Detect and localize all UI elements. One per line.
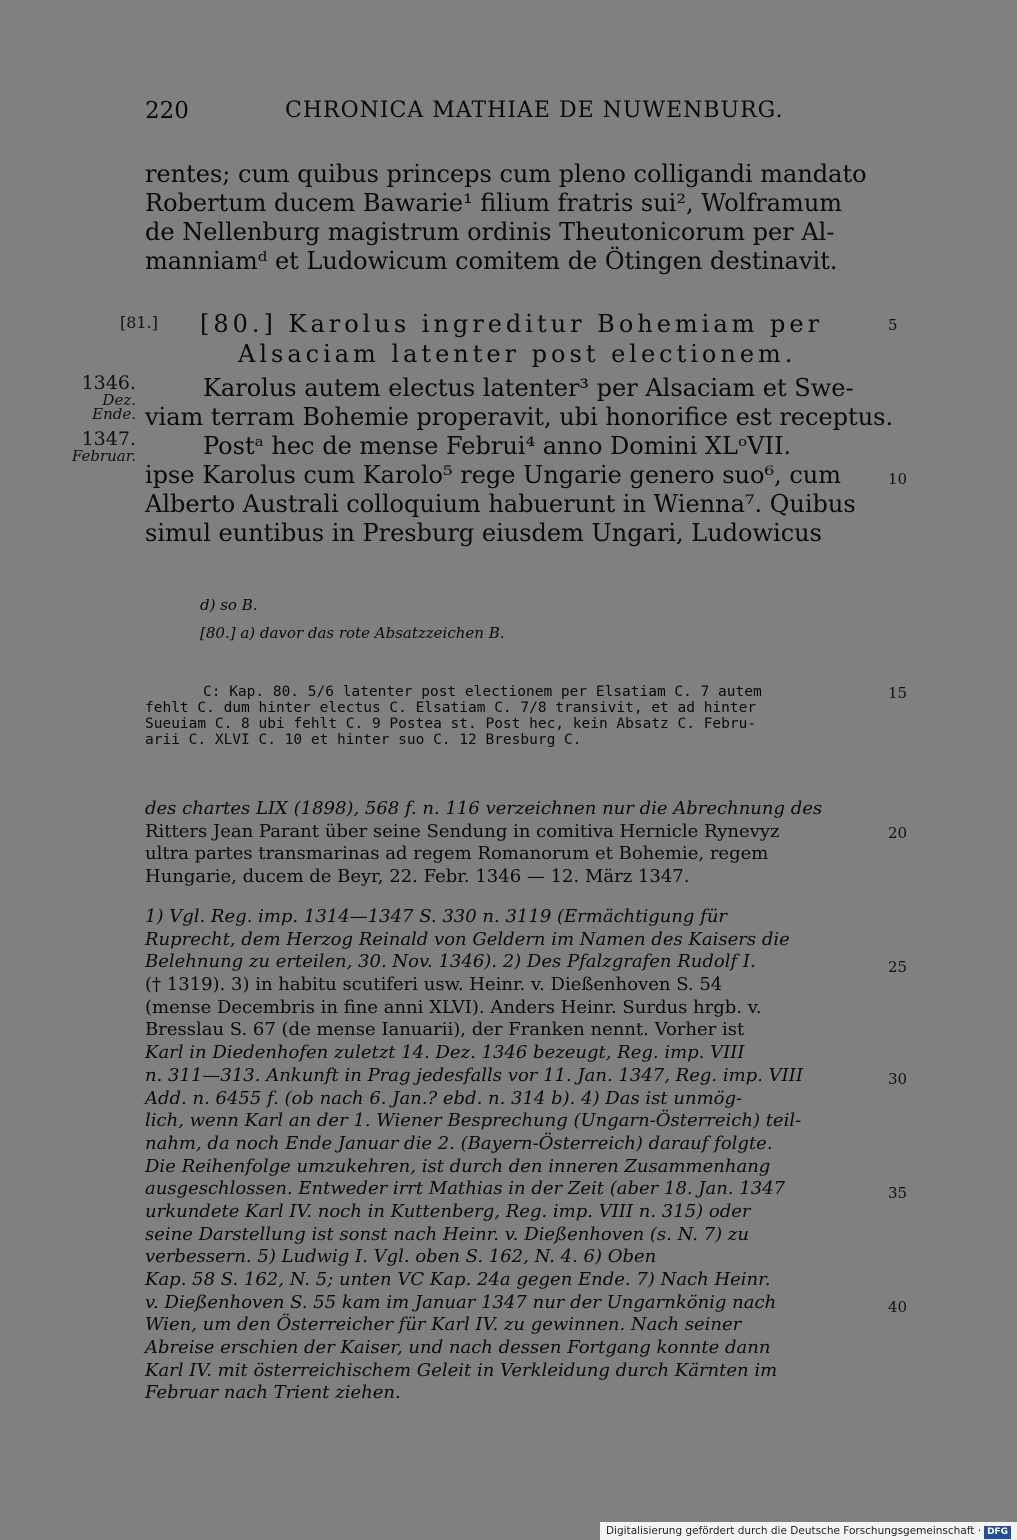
commentary-line: Hungarie, ducem de Beyr, 22. Febr. 1346 — 12. März 1347. — [145, 866, 690, 888]
commentary-line: lich, wenn Karl an der 1. Wiener Besprechung (Ungarn-Österreich) teil- — [145, 1110, 802, 1132]
commentary-line: ausgeschlossen. Entweder irrt Mathias in der Zeit (aber 18. Jan. 1347 — [145, 1178, 786, 1200]
text-line: manniamᵈ et Ludowicum comitem de Ötingen destinavit. — [145, 247, 838, 275]
margin-date-1347 — [58, 430, 136, 463]
commentary-line: v. Dießenhoven S. 55 kam im Januar 1347 nur der Ungarnkönig nach — [145, 1291, 777, 1313]
variant-apparatus — [145, 684, 880, 748]
line-number: 10 — [888, 470, 908, 488]
digitization-credit — [600, 1522, 1017, 1540]
text-line: simul euntibus in Presburg eiusdem Ungari, Ludowicus — [145, 519, 822, 547]
credit-text: Digitalisierung gefördert durch die Deutsche Forschungsgemeinschaft · — [606, 1525, 982, 1537]
commentary-line: Add. n. 6455 f. (ob nach 6. Jan.? ebd. n. 314 b). 4) Das ist unmög- — [145, 1087, 743, 1109]
textual-note-a: [80.] a) davor das rote Absatzzeichen B. — [200, 624, 505, 642]
commentary-line: Die Reihenfolge umzukehren, ist durch den inneren Zusammenhang — [145, 1155, 771, 1177]
commentary-line: ultra partes transmarinas ad regem Romanorum et Bohemie, regem — [145, 843, 769, 865]
commentary-line: Kap. 58 S. 162, N. 5; unten VC Kap. 24a gegen Ende. 7) Nach Heinr. — [145, 1269, 771, 1290]
commentary-line: Ruprecht, dem Herzog Reinald von Geldern im Namen des Kaisers die — [145, 928, 790, 950]
commentary-line: Abreise erschien der Kaiser, und nach dessen Fortgang konnte dann — [145, 1337, 771, 1359]
commentary-line: verbessern. 5) Ludwig I. Vgl. oben S. 162, N. 4. 6) Oben — [145, 1246, 657, 1268]
text-line: viam terram Bohemie properavit, ubi honorifice est receptus. — [145, 403, 894, 431]
page-number: 220 — [145, 98, 189, 124]
text-line: Karolus autem electus latenter³ per Alsaciam et Swe- — [203, 374, 854, 402]
chapter-title-line-2: Alsaciam latenter post electionem. — [238, 340, 797, 368]
commentary-line: nahm, da noch Ende Januar die 2. (Bayern-Österreich) darauf folgte. — [145, 1132, 773, 1154]
chapter-title-line-1: [80.] Karolus ingreditur Bohemiam per — [200, 310, 824, 338]
commentary-line: († 1319). 3) in habitu scutiferi usw. Heinr. v. Dießenhoven S. 54 — [145, 974, 723, 996]
margin-date-1346 — [58, 374, 136, 421]
margin-note: Dez. Ende. — [92, 391, 136, 423]
line-number: 20 — [888, 824, 908, 842]
margin-chapter-number: [81.] — [120, 313, 158, 332]
margin-note: Februar. — [71, 447, 136, 465]
line-number: 5 — [888, 316, 898, 334]
line-number: 35 — [888, 1184, 908, 1202]
commentary-line: des chartes LIX (1898), 568 f. n. 116 verzeichnen nur die Abrechnung des — [145, 798, 823, 819]
commentary-line: 1) Vgl. Reg. imp. 1314—1347 S. 330 n. 3119 (Ermächtigung für — [145, 906, 728, 927]
dfg-logo: DFG — [984, 1526, 1011, 1539]
commentary-line: Karl in Diedenhofen zuletzt 14. Dez. 1346 bezeugt, Reg. imp. VIII — [145, 1042, 745, 1064]
commentary-line: (mense Decembris in fine anni XLVI). Anders Heinr. Surdus hrgb. v. — [145, 996, 762, 1018]
text-line: ipse Karolus cum Karolo⁵ rege Ungarie genero suo⁶, cum — [145, 461, 841, 489]
textual-note-d: d) so B. — [200, 596, 258, 614]
variant-line: arii C. XLVI C. 10 et hinter suo C. 12 Bresburg C. — [145, 732, 582, 748]
commentary-line: urkundete Karl IV. noch in Kuttenberg, Reg. imp. VIII n. 315) oder — [145, 1200, 751, 1222]
page-header — [145, 98, 880, 130]
commentary-line: Belehnung zu erteilen, 30. Nov. 1346). 2) Des Pfalzgrafen Rudolf I. — [145, 951, 756, 973]
line-number: 15 — [888, 684, 908, 702]
margin-year: 1347. — [81, 428, 136, 450]
text-line: rentes; cum quibus princeps cum pleno colligandi mandato — [145, 160, 867, 188]
commentary-line: Karl IV. mit österreichischem Geleit in Verkleidung durch Kärnten im — [145, 1359, 778, 1381]
commentary-line: Bresslau S. 67 (de mense Ianuarii), der Franken nennt. Vorher ist — [145, 1019, 745, 1041]
running-title: CHRONICA MATHIAE DE NUWENBURG. — [285, 98, 784, 123]
commentary-line: Ritters Jean Parant über seine Sendung in comitiva Hernicle Rynevyz — [145, 820, 780, 842]
text-line: Postᵃ hec de mense Februi⁴ anno Domini XLᵒVII. — [203, 432, 792, 460]
line-number: 40 — [888, 1298, 908, 1316]
commentary-line: Wien, um den Österreicher für Karl IV. zu gewinnen. Nach seiner — [145, 1314, 742, 1336]
variant-line: Sueuiam C. 8 ubi fehlt C. 9 Postea st. Post hec, kein Absatz C. Febru- — [145, 716, 757, 732]
commentary-notes — [145, 906, 880, 1405]
commentary-line: n. 311—313. Ankunft in Prag jedesfalls vor 11. Jan. 1347, Reg. imp. VIII — [145, 1064, 803, 1086]
text-line: de Nellenburg magistrum ordinis Theutonicorum per Al- — [145, 218, 835, 246]
variant-line: C: Kap. 80. 5/6 latenter post electionem per Elsatiam C. 7 autem — [203, 684, 762, 700]
text-line: Alberto Australi colloquium habuerunt in Wienna⁷. Quibus — [145, 490, 856, 518]
commentary-line: seine Darstellung ist sonst nach Heinr. v. Dießenhoven (s. N. 7) zu — [145, 1223, 749, 1245]
main-text-paragraph-1 — [145, 160, 880, 276]
commentary-line: Februar nach Trient ziehen. — [145, 1382, 401, 1404]
line-number: 30 — [888, 1070, 908, 1088]
variant-line: fehlt C. dum hinter electus C. Elsatiam C. 7/8 transivit, et ad hinter — [145, 700, 757, 716]
main-text-paragraph-2 — [145, 374, 894, 548]
commentary-continuation — [145, 798, 880, 889]
line-number: 25 — [888, 958, 908, 976]
margin-year: 1346. — [81, 372, 136, 394]
text-line: Robertum ducem Bawarie¹ filium fratris sui², Wolframum — [145, 189, 843, 217]
